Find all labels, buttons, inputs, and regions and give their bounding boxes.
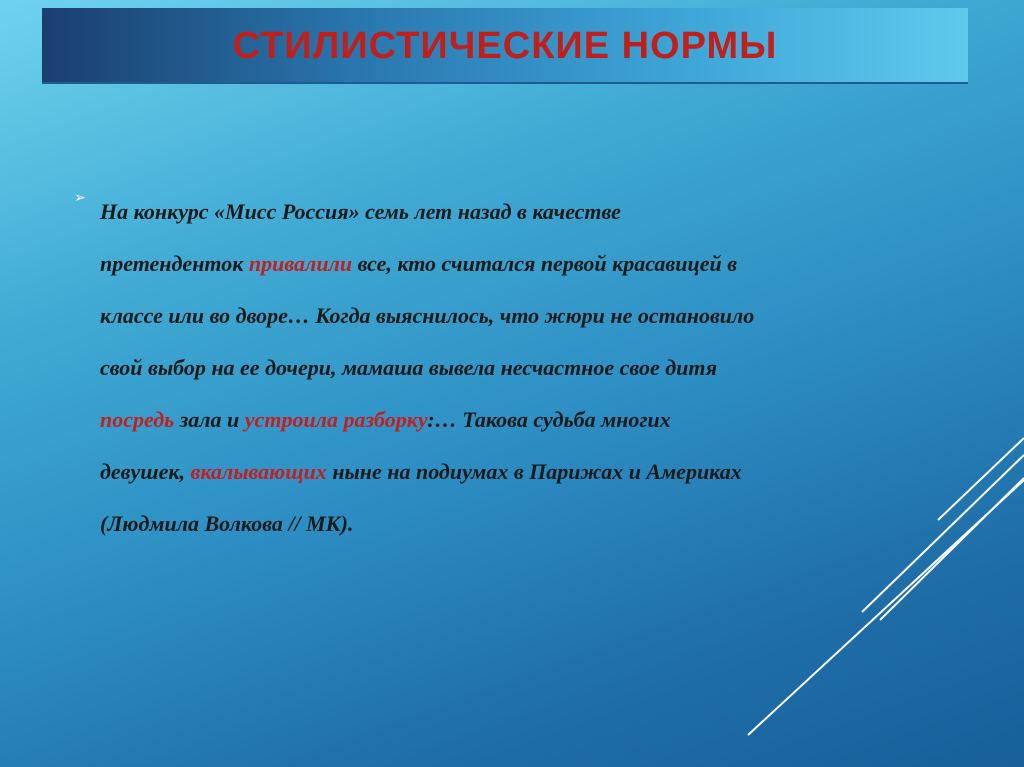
slide-title: СТИЛИСТИЧЕСКИЕ НОРМЫ	[232, 25, 778, 67]
decor-line	[748, 480, 1024, 735]
highlighted-word: устроила разборку	[244, 407, 428, 432]
text-segment: претенденток	[100, 251, 249, 276]
highlighted-word: привалили	[248, 251, 353, 276]
decor-line	[938, 438, 1024, 520]
highlighted-word: посредь	[100, 407, 175, 432]
text-segment: зала и	[174, 407, 245, 432]
chevron-right-icon: ➢	[74, 190, 86, 206]
text-segment: (Людмила Волкова // МК).	[100, 511, 354, 536]
text-segment: все, кто считался первой красавицей в	[352, 251, 738, 276]
text-segment: классе или во дворе… Когда выяснилось, что жюри не остановило	[100, 303, 755, 328]
text-segment: ныне на подиумах в Парижах и Америках	[326, 459, 742, 484]
decor-line	[862, 455, 1024, 612]
text-segment: девушек,	[100, 459, 191, 484]
text-segment: свой выбор на ее дочери, мамаша вывела несчастное свое дитя	[100, 355, 718, 380]
text-segment: На конкурс «Мисс Россия» семь лет назад в качестве	[100, 199, 621, 224]
text-segment: :… Такова судьба многих	[427, 407, 671, 432]
highlighted-word: вкалывающих	[190, 459, 327, 484]
